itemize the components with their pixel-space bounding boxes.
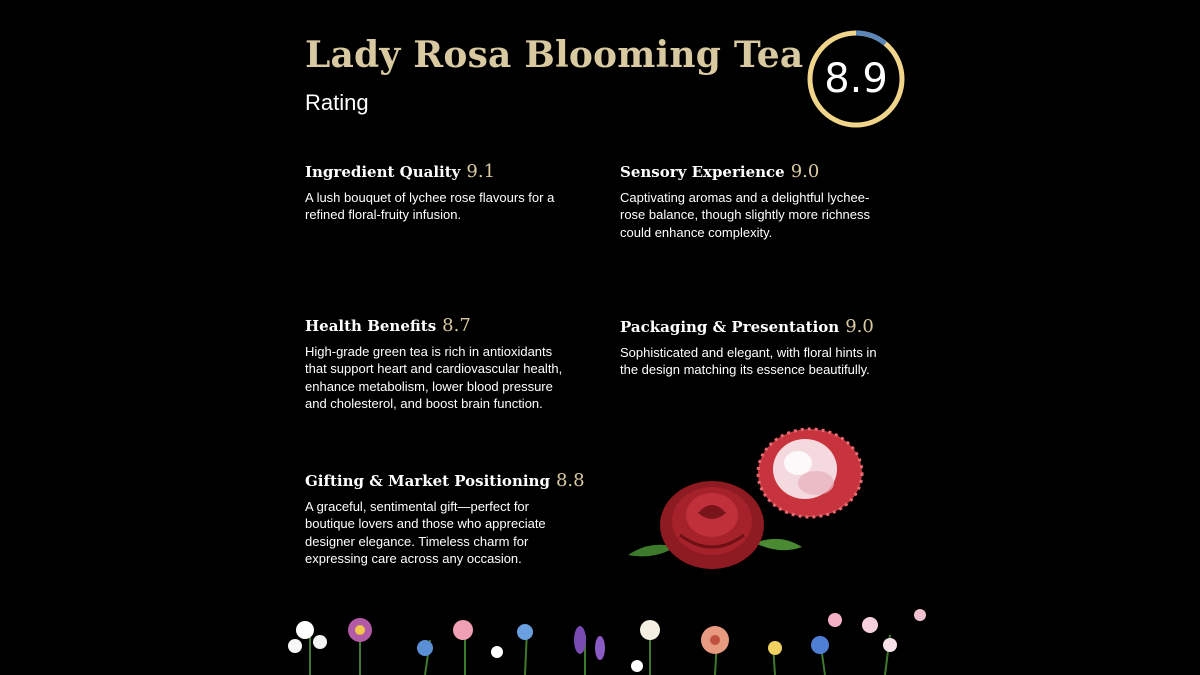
criterion-score: 9.0 [845,316,874,337]
overall-score-value: 8.9 [824,56,888,102]
criterion-ingredient-quality [305,162,575,224]
rose-lychee-illustration [620,425,870,575]
wildflower-border [265,600,935,675]
criterion-title: Gifting & Market Positioning [305,472,550,490]
criterion-score: 8.7 [442,315,471,336]
criterion-gifting-market-positioning [305,470,585,568]
criterion-health-benefits [305,316,575,413]
criterion-title: Health Benefits [305,317,437,335]
lychee-illustration [758,429,862,517]
criterion-score: 9.0 [790,161,820,182]
criterion-description: A graceful, sentimental gift—perfect for boutique lovers and those who appreciate designer elegance. Timeless charm for expressing care across any occasion. [305,498,546,567]
criterion-description: High-grade green tea is rich in antioxidants that support heart and cardiovascular health, enhance metabolism, lower blood pressure and cholesterol, and boost brain function. [305,343,563,412]
criterion-title: Packaging & Presentation [620,318,840,336]
criterion-title: Ingredient Quality [305,163,461,181]
criterion-description: Sophisticated and elegant, with floral hints in the design matching its essence beautifully. [620,344,877,378]
page-subtitle: Rating [305,90,369,115]
criterion-score: 8.8 [555,470,585,491]
page-title: Lady Rosa Blooming Tea [305,34,804,76]
overall-score-ring [805,28,907,130]
criterion-packaging-presentation [620,317,890,379]
criterion-description: A lush bouquet of lychee rose flavours for a refined floral-fruity infusion. [305,189,555,223]
criterion-score: 9.1 [466,161,496,182]
criterion-description: Captivating aromas and a delightful lychee-rose balance, though slightly more richness could enhance complexity. [620,189,871,240]
criterion-sensory-experience [620,162,890,241]
criterion-title: Sensory Experience [620,163,785,181]
